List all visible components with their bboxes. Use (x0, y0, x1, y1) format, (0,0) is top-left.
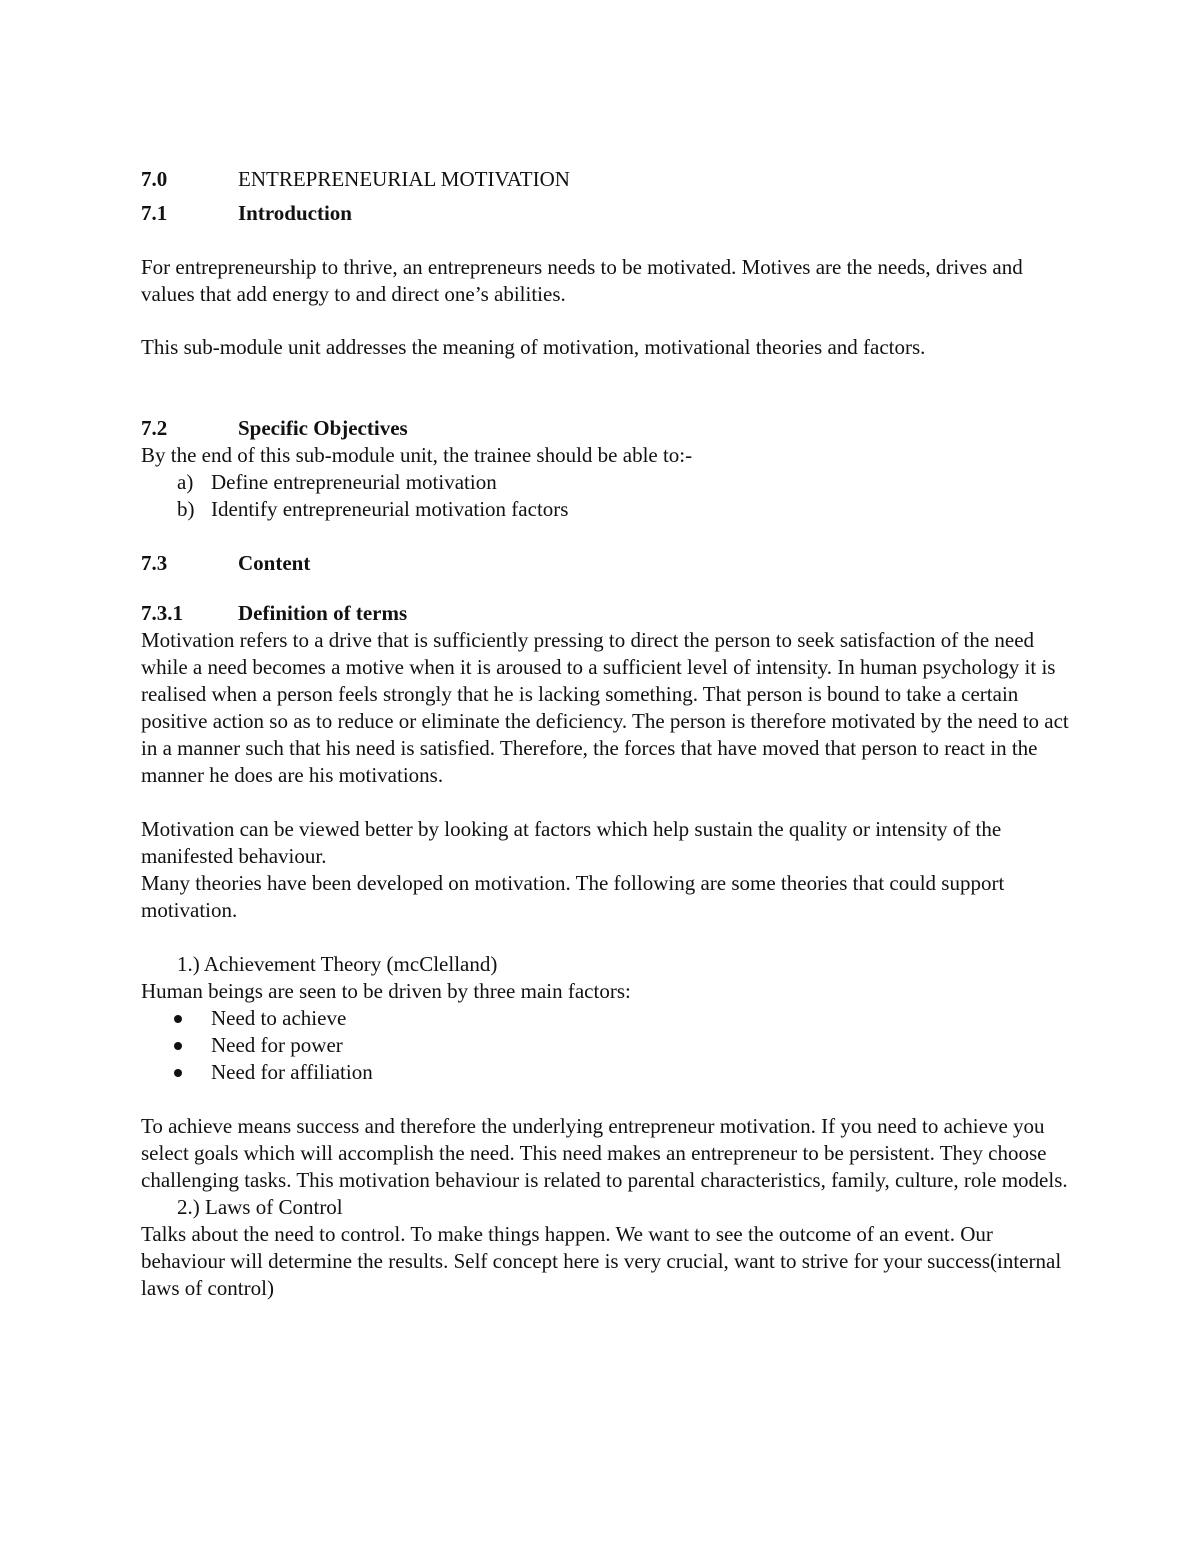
bullet-icon (174, 1042, 182, 1050)
theory-2-paragraph: Talks about the need to control. To make things happen. We want to see the outcome of an event. Our behaviour will determine the results. Self concept here is very crucial, want to strive for your success(internal laws of control) (141, 1222, 1062, 1300)
theory-2-heading: 2.) Laws of Control (177, 1195, 343, 1219)
section-heading-7-1 (141, 200, 1071, 227)
section-number: 7.1 (141, 201, 168, 225)
section-number: 7.3 (141, 551, 168, 575)
list-item-text: Need to achieve (211, 1006, 347, 1030)
definition-paragraph-1: Motivation refers to a drive that is sufficiently pressing to direct the person to seek satisfaction of the need while a need becomes a motive when it is aroused to a sufficient level of intensity. In human psychology it is realised when a person feels strongly that he is lacking something. That person is bound to take a certain positive action so as to reduce or eliminate the deficiency. The person is therefore motivated by the need to act in a manner such that his need is satisfied. Therefore, the forces that have moved that person to react in the manner he does are his motivations. (141, 628, 1069, 787)
bullet-icon (174, 1069, 182, 1077)
section-title: Content (238, 551, 311, 575)
document-page (141, 166, 1071, 1302)
objectives-list (141, 469, 1071, 523)
list-item (141, 1032, 1071, 1059)
theory-1-factor-list (141, 1005, 1071, 1086)
section-number: 7.3.1 (141, 601, 183, 625)
definition-paragraph-2: Motivation can be viewed better by looking at factors which help sustain the quality or intensity of the manifested behaviour. (141, 817, 1002, 868)
objectives-lead: By the end of this sub-module unit, the trainee should be able to:- (141, 443, 693, 467)
list-item-text: Need for affiliation (211, 1060, 373, 1084)
list-marker: a) (177, 470, 194, 494)
list-item (141, 1059, 1071, 1086)
section-heading-7-3-1 (141, 600, 1071, 627)
intro-paragraph-1: For entrepreneurship to thrive, an entrepreneurs needs to be motivated. Motives are the needs, drives and values that add energy to and direct one’s abilities. (141, 255, 1023, 306)
section-title: Specific Objectives (238, 416, 408, 440)
section-title: Definition of terms (238, 601, 408, 625)
list-item-text: Need for power (211, 1033, 343, 1057)
definition-paragraph-3: Many theories have been developed on motivation. The following are some theories that could support motivation. (141, 871, 1005, 922)
list-item (141, 1005, 1071, 1032)
section-heading-7-3 (141, 550, 1071, 577)
theory-1-paragraph: To achieve means success and therefore the underlying entrepreneur motivation. If you need to achieve you select goals which will accomplish the need. This need makes an entrepreneur to be persistent. They choose challenging tasks. This motivation behaviour is related to parental characteristics, family, culture, role models. (141, 1114, 1068, 1192)
theory-1-lead: Human beings are seen to be driven by three main factors: (141, 979, 631, 1003)
section-heading-7-0 (141, 166, 1071, 193)
section-number: 7.2 (141, 416, 168, 440)
section-number: 7.0 (141, 167, 168, 191)
section-title: ENTREPRENEURIAL MOTIVATION (238, 167, 570, 191)
list-item-text: Identify entrepreneurial motivation factors (211, 497, 569, 521)
list-item-text: Define entrepreneurial motivation (211, 470, 497, 494)
theory-1-heading: 1.) Achievement Theory (mcClelland) (177, 952, 498, 976)
section-heading-7-2 (141, 415, 1071, 442)
list-item (141, 496, 1071, 523)
list-marker: b) (177, 497, 195, 521)
bullet-icon (174, 1015, 182, 1023)
list-item (141, 469, 1071, 496)
section-title: Introduction (238, 201, 352, 225)
intro-paragraph-2: This sub-module unit addresses the meaning of motivation, motivational theories and factors. (141, 335, 926, 359)
